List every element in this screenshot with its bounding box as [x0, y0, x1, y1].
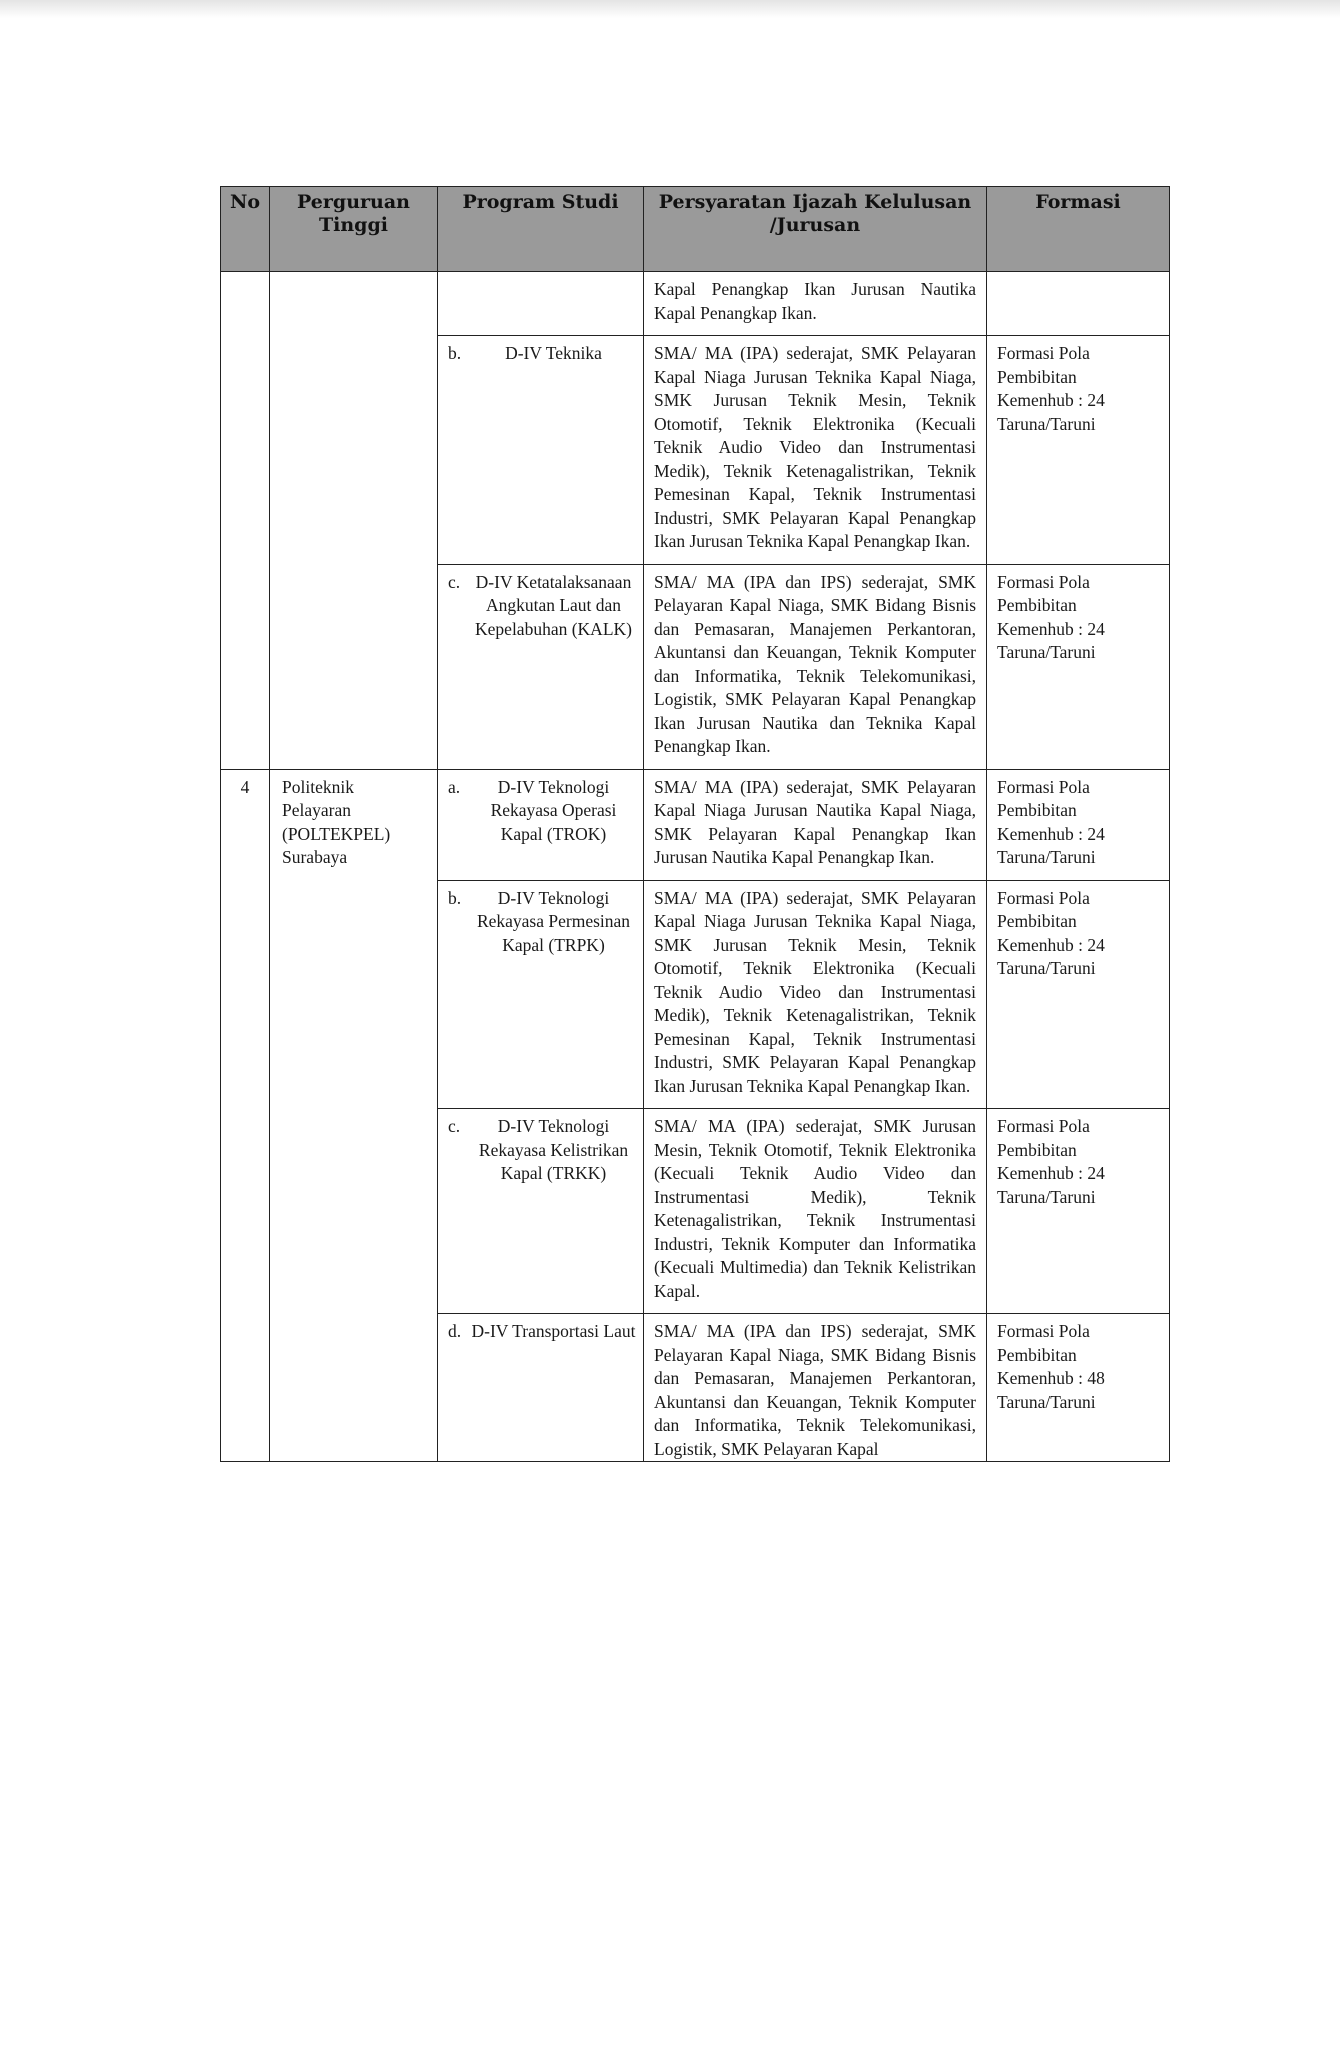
table-row: [221, 1109, 1170, 1314]
requirement-cell: [644, 769, 987, 880]
institution-cell: [270, 1314, 438, 1462]
program-name: D-IV Teknologi Rekayasa Operasi Kapal (TROK): [490, 776, 617, 844]
program-letter: c.: [448, 1116, 461, 1136]
no-cell: [221, 564, 270, 769]
program-name: D-IV Ketatalaksanaan Angkutan Laut dan Kepelabuhan (KALK): [475, 571, 632, 639]
requirement-cell: [644, 1314, 987, 1462]
header-formasi: Formasi: [987, 187, 1170, 272]
program-name: D-IV Teknika: [505, 343, 602, 363]
formasi-text: Formasi Pola Pembibitan Kemenhub : 24 Taruna/Taruni: [997, 343, 1105, 434]
header-no: No: [221, 187, 270, 272]
formasi-text: Formasi Pola Pembibitan Kemenhub : 24 Taruna/Taruni: [997, 1116, 1105, 1207]
program-cell: [438, 336, 644, 565]
no-cell: 4: [221, 769, 270, 880]
program-name: D-IV Teknologi Rekayasa Permesinan Kapal (TRPK): [476, 887, 631, 955]
program-letter: b.: [448, 887, 462, 908]
formasi-cell: [987, 1109, 1170, 1314]
formasi-cell: [987, 564, 1170, 769]
program-letter: a.: [448, 776, 461, 797]
requirement-cell: [644, 1109, 987, 1314]
requirement-cell: [644, 880, 987, 1109]
table-row: [221, 564, 1170, 769]
table-row: [221, 769, 1170, 880]
institution-cell: [270, 769, 438, 880]
table-row: [221, 1314, 1170, 1462]
requirement-cell: [644, 564, 987, 769]
requirement-text: SMA/ MA (IPA) sederajat, SMK Jurusan Mesin, Teknik Otomotif, Teknik Elektronika (Kecuali Teknik Audio Video dan Instrumentasi Medik), Teknik Ketenagalistrikan, Teknik Instrumentasi Industri, Teknik Komputer dan Informatika (Kecuali Multimedia) dan Teknik Kelistrikan Kapal.: [654, 1116, 976, 1301]
table-row: [221, 880, 1170, 1109]
table-row: [221, 272, 1170, 336]
program-name: D-IV Transportasi Laut: [471, 1321, 636, 1341]
no-cell: [221, 272, 270, 336]
formasi-cell: [987, 336, 1170, 565]
formasi-cell: [987, 880, 1170, 1109]
requirement-text: SMA/ MA (IPA) sederajat, SMK Pelayaran Kapal Niaga Jurusan Teknika Kapal Niaga, SMK Jurusan Teknik Mesin, Teknik Otomotif, Teknik Elektronika (Kecuali Teknik Audio Video dan Instrumentasi Medik), Teknik Ketenagalistrikan, Teknik Pemesinan Kapal, Teknik Instrumentasi Industri, SMK Pelayaran Kapal Penangkap Ikan Jurusan Teknika Kapal Penangkap Ikan.: [654, 343, 976, 551]
header-program-studi: Program Studi: [438, 187, 644, 272]
program-cell: [438, 880, 644, 1109]
institution-cell: [270, 336, 438, 565]
requirement-cell: [644, 272, 987, 336]
formasi-text: Formasi Pola Pembibitan Kemenhub : 24 Taruna/Taruni: [997, 887, 1105, 978]
requirement-text: SMA/ MA (IPA dan IPS) sederajat, SMK Pelayaran Kapal Niaga, SMK Bidang Bisnis dan Pemasaran, Manajemen Perkantoran, Akuntansi dan Keuangan, Teknik Komputer dan Informatika, Teknik Telekomunikasi, Logistik, SMK Pelayaran Kapal Penangkap Ikan Jurusan Nautika dan Teknika Kapal Penangkap Ikan.: [654, 571, 976, 756]
table-row: [221, 336, 1170, 565]
no-cell: [221, 1314, 270, 1462]
requirement-text: Kapal Penangkap Ikan Jurusan Nautika Kapal Penangkap Ikan.: [654, 279, 976, 323]
formasi-cell: [987, 769, 1170, 880]
requirements-table: [220, 186, 1170, 1462]
requirement-text: SMA/ MA (IPA dan IPS) sederajat, SMK Pelayaran Kapal Niaga, SMK Bidang Bisnis dan Pemasaran, Manajemen Perkantoran, Akuntansi dan Keuangan, Teknik Komputer dan Informatika, Teknik Telekomunikasi, Logistik, SMK Pelayaran Kapal: [654, 1321, 976, 1459]
program-cell: [438, 769, 644, 880]
program-letter: c.: [448, 571, 461, 592]
program-name: D-IV Teknologi Rekayasa Kelistrikan Kapal (TRKK): [478, 1116, 629, 1183]
formasi-text: Formasi Pola Pembibitan Kemenhub : 48 Taruna/Taruni: [997, 1321, 1105, 1412]
formasi-text: Formasi Pola Pembibitan Kemenhub : 24 Taruna/Taruni: [997, 776, 1105, 867]
institution-cell: [270, 1109, 438, 1314]
program-cell: [438, 564, 644, 769]
formasi-cell: [987, 272, 1170, 336]
requirement-cell: [644, 336, 987, 565]
scan-edge-shadow: [0, 0, 1340, 18]
program-cell: [438, 1314, 644, 1462]
requirement-text: SMA/ MA (IPA) sederajat, SMK Pelayaran Kapal Niaga Jurusan Nautika Kapal Niaga, SMK Pelayaran Kapal Penangkap Ikan Jurusan Nautika Kapal Penangkap Ikan.: [654, 776, 976, 867]
institution-cell: [270, 880, 438, 1109]
requirement-text: SMA/ MA (IPA) sederajat, SMK Pelayaran Kapal Niaga Jurusan Teknika Kapal Niaga, SMK Jurusan Teknik Mesin, Teknik Otomotif, Teknik Elektronika (Kecuali Teknik Audio Video dan Instrumentasi Medik), Teknik Ketenagalistrikan, Teknik Pemesinan Kapal, Teknik Instrumentasi Industri, SMK Pelayaran Kapal Penangkap Ikan Jurusan Teknika Kapal Penangkap Ikan.: [654, 887, 976, 1096]
header-persyaratan: Persyaratan Ijazah Kelulusan /Jurusan: [644, 187, 987, 272]
institution-name: Politeknik Pelayaran (POLTEKPEL) Surabaya: [282, 776, 391, 867]
formasi-cell: [987, 1314, 1170, 1462]
table-header-row: [221, 187, 1170, 272]
institution-cell: [270, 272, 438, 336]
no-cell: [221, 880, 270, 1109]
institution-cell: [270, 564, 438, 769]
program-cell: [438, 272, 644, 336]
header-perguruan-tinggi: Perguruan Tinggi: [270, 187, 438, 272]
formasi-text: Formasi Pola Pembibitan Kemenhub : 24 Taruna/Taruni: [997, 571, 1105, 662]
program-cell: [438, 1109, 644, 1314]
program-letter: d.: [448, 1321, 462, 1341]
program-letter: b.: [448, 343, 462, 363]
no-cell: [221, 336, 270, 565]
no-cell: [221, 1109, 270, 1314]
